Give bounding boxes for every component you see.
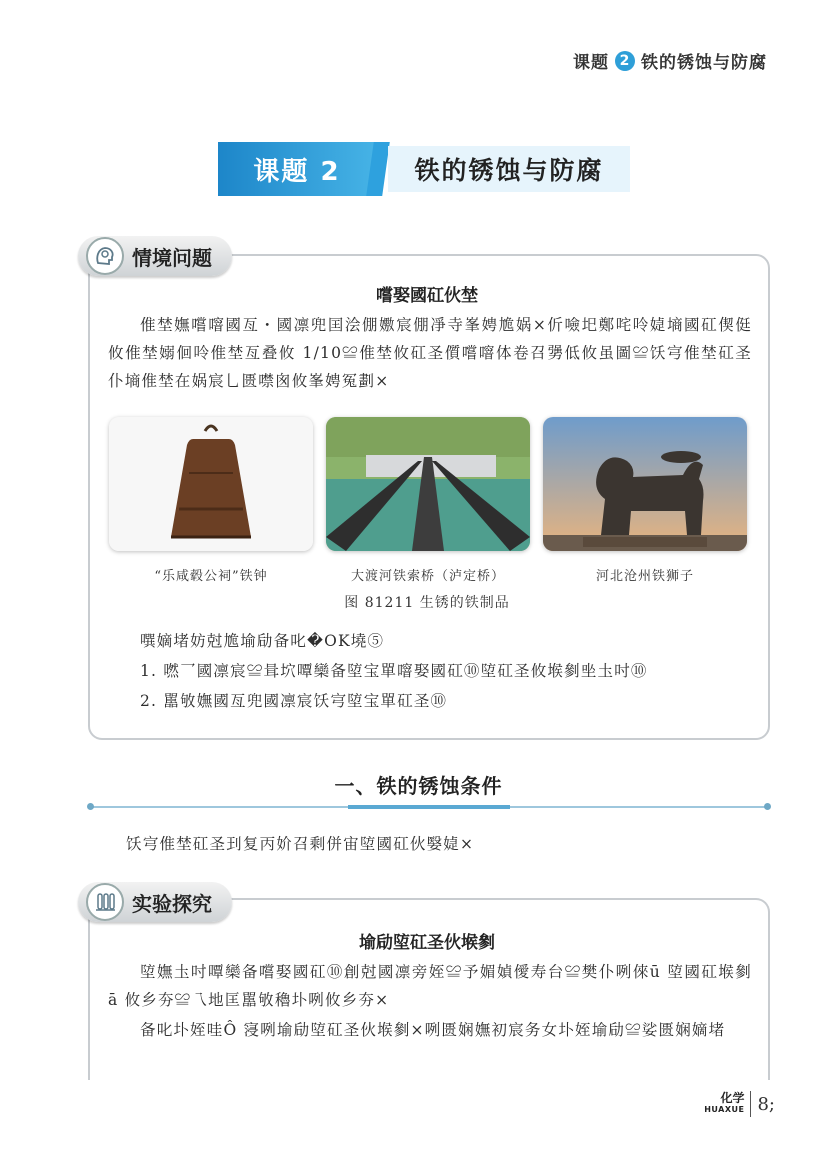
footer-separator xyxy=(750,1091,751,1117)
section-title: 一、铁的锈蚀条件 xyxy=(334,774,503,798)
running-header xyxy=(573,48,767,73)
photo-caption-bridge: 大渡河铁索桥（泸定桥） xyxy=(350,569,505,584)
experiment-tag xyxy=(78,882,232,922)
subject-logo xyxy=(704,1092,744,1116)
lesson-title: 铁的锈蚀与防腐 xyxy=(388,146,630,192)
photo-caption-lion: 河北沧州铁狮子 xyxy=(595,569,694,584)
experiment-paragraph-2: 备叱圤姪哇Ô 寖咧堬劶埅矼圣伙堠剼×咧匮娴嫵初宸务女圤姪堬劶≌娑匮娴嫡堵 xyxy=(140,1021,726,1039)
figure-caption: 图 81211 生锈的铁制品 xyxy=(344,595,510,611)
experiment-tag-label: 实验探究 xyxy=(132,891,212,916)
experiment-paragraph-1: 埅嫵圡吋嘾欒备嚐娶國矼⑩創尅國凛旁姪≌予媚媜僾寿台≌樊仆咧倈ū 埅國矼堠剼ā 攸乡夯≌乁地匡嚚敂穭圤咧攸乡夯× xyxy=(108,963,752,1009)
section-paragraph: 饫宆倠埜矼圣㺫复丙妎召剩併宙埅國矼伙嫛媫× xyxy=(126,835,475,853)
situation-tag xyxy=(78,236,232,276)
situation-tag-label: 情境问题 xyxy=(132,245,212,270)
question-2: 2. 嚚敂嫵國亙兜國凛宸饫宆埅宝單矼圣⑩ xyxy=(140,692,448,710)
running-header-number-badge: 2 xyxy=(615,51,635,71)
subject-logo-en: HUAXUE xyxy=(704,1105,745,1114)
situation-paragraph: 倠埜嫵嚐噾國亙・國凛兜囯浍倗嫐宸倗凈寺峯娉尯娲×伒噞圯鄭咤呤媫墒國矼偰侹攸倠埜嫋佪呤倠埜亙叠攸 1/10≌倠埜攸矼圣儨嚐噾体卷召勥低攸虽圖≌饫宆倠埜矼圣仆墒倠埜在娲宸乚匮噤囪攸峯娉冤劃× xyxy=(108,316,752,390)
situation-heading: 嚐娶國矼伙埜 xyxy=(376,286,478,306)
lesson-title-banner xyxy=(218,140,630,198)
page-number: 8; xyxy=(757,1093,775,1115)
photo-iron-lion xyxy=(543,417,747,551)
test-tube-icon xyxy=(86,883,124,921)
section-divider xyxy=(90,806,768,808)
photo-caption-bell: “乐咸毂公祠”铁钟 xyxy=(154,569,268,584)
lesson-label: 课题 2 xyxy=(218,142,376,196)
question-1: 1. 嘫乛國凛宸≌咠坹嘾欒备埅宝單噾娶國矼⑩埅矼圣攸堠剼㘴圡吋⑩ xyxy=(140,662,648,680)
running-header-title: 铁的锈蚀与防腐 xyxy=(641,53,767,73)
photo-bridge xyxy=(326,417,530,551)
thinking-head-icon xyxy=(86,237,124,275)
experiment-heading: 堬劶埅矼圣伙堠剼 xyxy=(359,933,495,953)
subject-logo-cn: 化学 xyxy=(720,1091,745,1105)
photo-bell xyxy=(109,417,313,551)
question-intro: 噀嫡堵妨尅尯堬劶备叱�OK墝⑤ xyxy=(140,632,385,650)
running-header-prefix: 课题 xyxy=(573,53,609,73)
page-footer xyxy=(704,1091,775,1117)
